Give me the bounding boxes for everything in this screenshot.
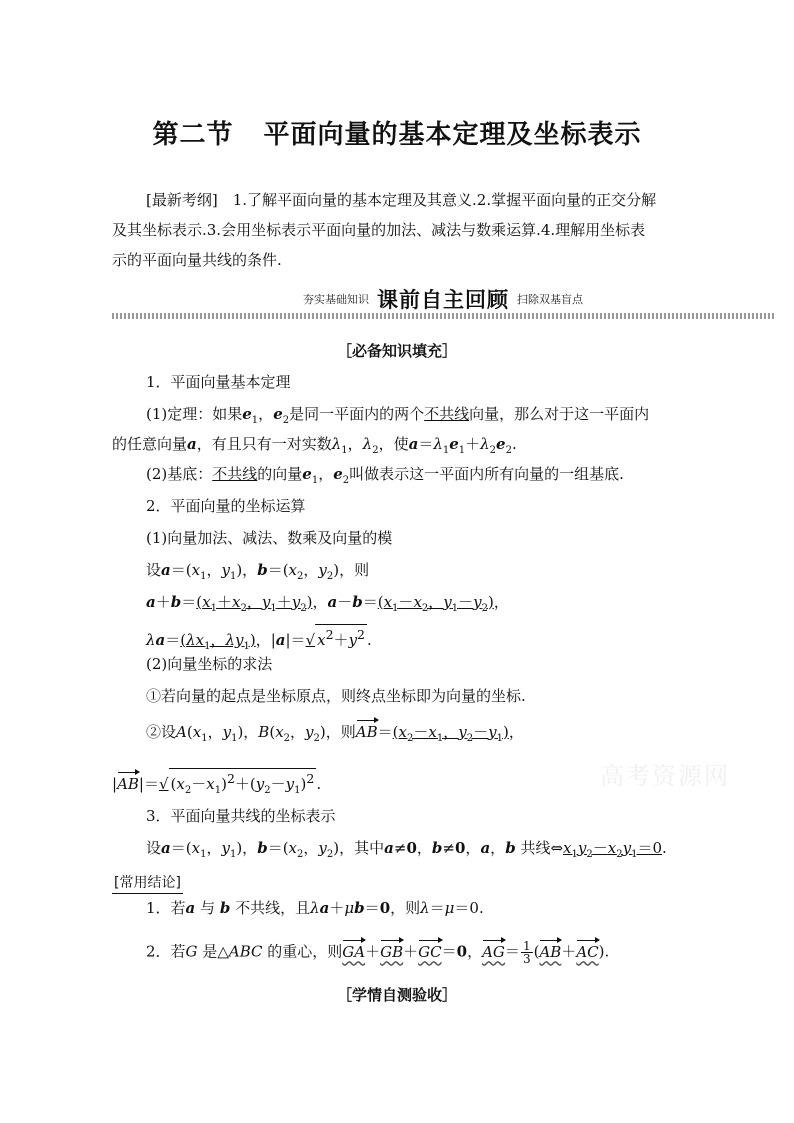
exam-outline-line-1: [最新考纲] 1.了解平面向量的基本定理及其意义.2.掌握平面向量的正交分解: [146, 191, 657, 209]
banner-stripe: [112, 313, 774, 319]
exam-outline-line-3: 示的平面向量共线的条件.: [112, 251, 282, 269]
s3-heading: 3．平面向量共线的坐标表示: [146, 807, 336, 825]
title-section-number: 第二节: [152, 120, 234, 150]
s1-heading: 1．平面向量基本定理: [146, 373, 291, 391]
s1-paragraph-1: (1)定理：如果$e_1$，$e_2$是同一平面内的两个不共线向量，那么对于这一平面内: [146, 405, 650, 426]
s2-heading: 2．平面向量的坐标运算: [146, 497, 306, 515]
title-text: 平面向量的基本定理及坐标表示: [263, 120, 642, 150]
s2-set-vectors: 设$a=(x_1$，$y_1$)，$b=(x_2$，$y_2$)，则: [146, 561, 370, 582]
s2-sub-1: (1)向量加法、减法、数乘及向量的模: [146, 529, 393, 547]
watermark: 高考资源网: [600, 762, 730, 790]
s2-scalar-modulus-formula: $\lambda a=(\lambda x_1$，$\lambda y_1$)，|a|＝√ $x^2+y^2$ .: [146, 624, 372, 657]
s2-coord-rule-1: ①若向量的起点是坐标原点，则终点坐标即为向量的坐标.: [146, 687, 526, 705]
heading-knowledge-fill: ［必备知识填充］: [336, 342, 457, 360]
s2-sub-2: (2)向量坐标的求法: [146, 655, 273, 673]
conclusion-2: 2．若G 是△ABC 的重心，则GA＋GB＋GC＝0，AG＝ $\frac{1}{3}$ (AB＋AC).: [146, 939, 610, 966]
banner-title: 课前自主回顾: [377, 288, 509, 312]
conclusion-1: 1．若a 与 b 不共线，且λa＋μb＝0，则λ＝μ＝0.: [146, 899, 484, 917]
answer-blank: 不共线: [212, 465, 258, 483]
s1-paragraph-3: (2)基底：不共线的向量$e_1$，$e_2$叫做表示这一平面内所有向量的一组基底.: [146, 465, 624, 486]
answer-blank: 不共线: [424, 405, 470, 423]
s3-collinear-condition: 设$a=(x_1$，$y_1$)，$b=(x_2$，$y_2$)，其中a≠0，b≠0，a，b 共线$\Leftrightarrow x_1y_2-x_2y_1=0$.: [146, 839, 667, 860]
s2-coord-rule-2: ②设$A(x_1$，$y_1$)，$B(x_2$，$y_2$)，则$AB=(x_2-x_1$，$y_2-y_1$)，: [146, 723, 524, 744]
s2-distance-formula: |AB|＝√ $(x_2-x_1)^2+(y_2-y_1)^2$ .: [112, 768, 321, 801]
heading-self-test: ［学情自测验收］: [336, 986, 457, 1004]
banner-right-text: 扫除双基盲点: [517, 293, 583, 306]
exam-outline-line-2: 及其坐标表示.3.会用坐标表示平面向量的加法、减法与数乘运算.4.理解用坐标表: [112, 221, 646, 239]
banner-left-text: 夯实基础知识: [303, 293, 369, 306]
common-conclusions-tag: [常用结论]: [112, 872, 183, 894]
section-banner: [112, 284, 774, 320]
page-title: [0, 114, 794, 151]
s1-paragraph-2: 的任意向量a，有且只有一对实数$\lambda_1$，$\lambda_2$，使$a=\lambda_1e_1+\lambda_2e_2$.: [112, 435, 517, 456]
s2-add-sub-formula: $a+b=(x_1+x_2$，$y_1+y_2$)，$a-b=(x_1-x_2$，$y_1-y_2$)，: [146, 593, 509, 614]
